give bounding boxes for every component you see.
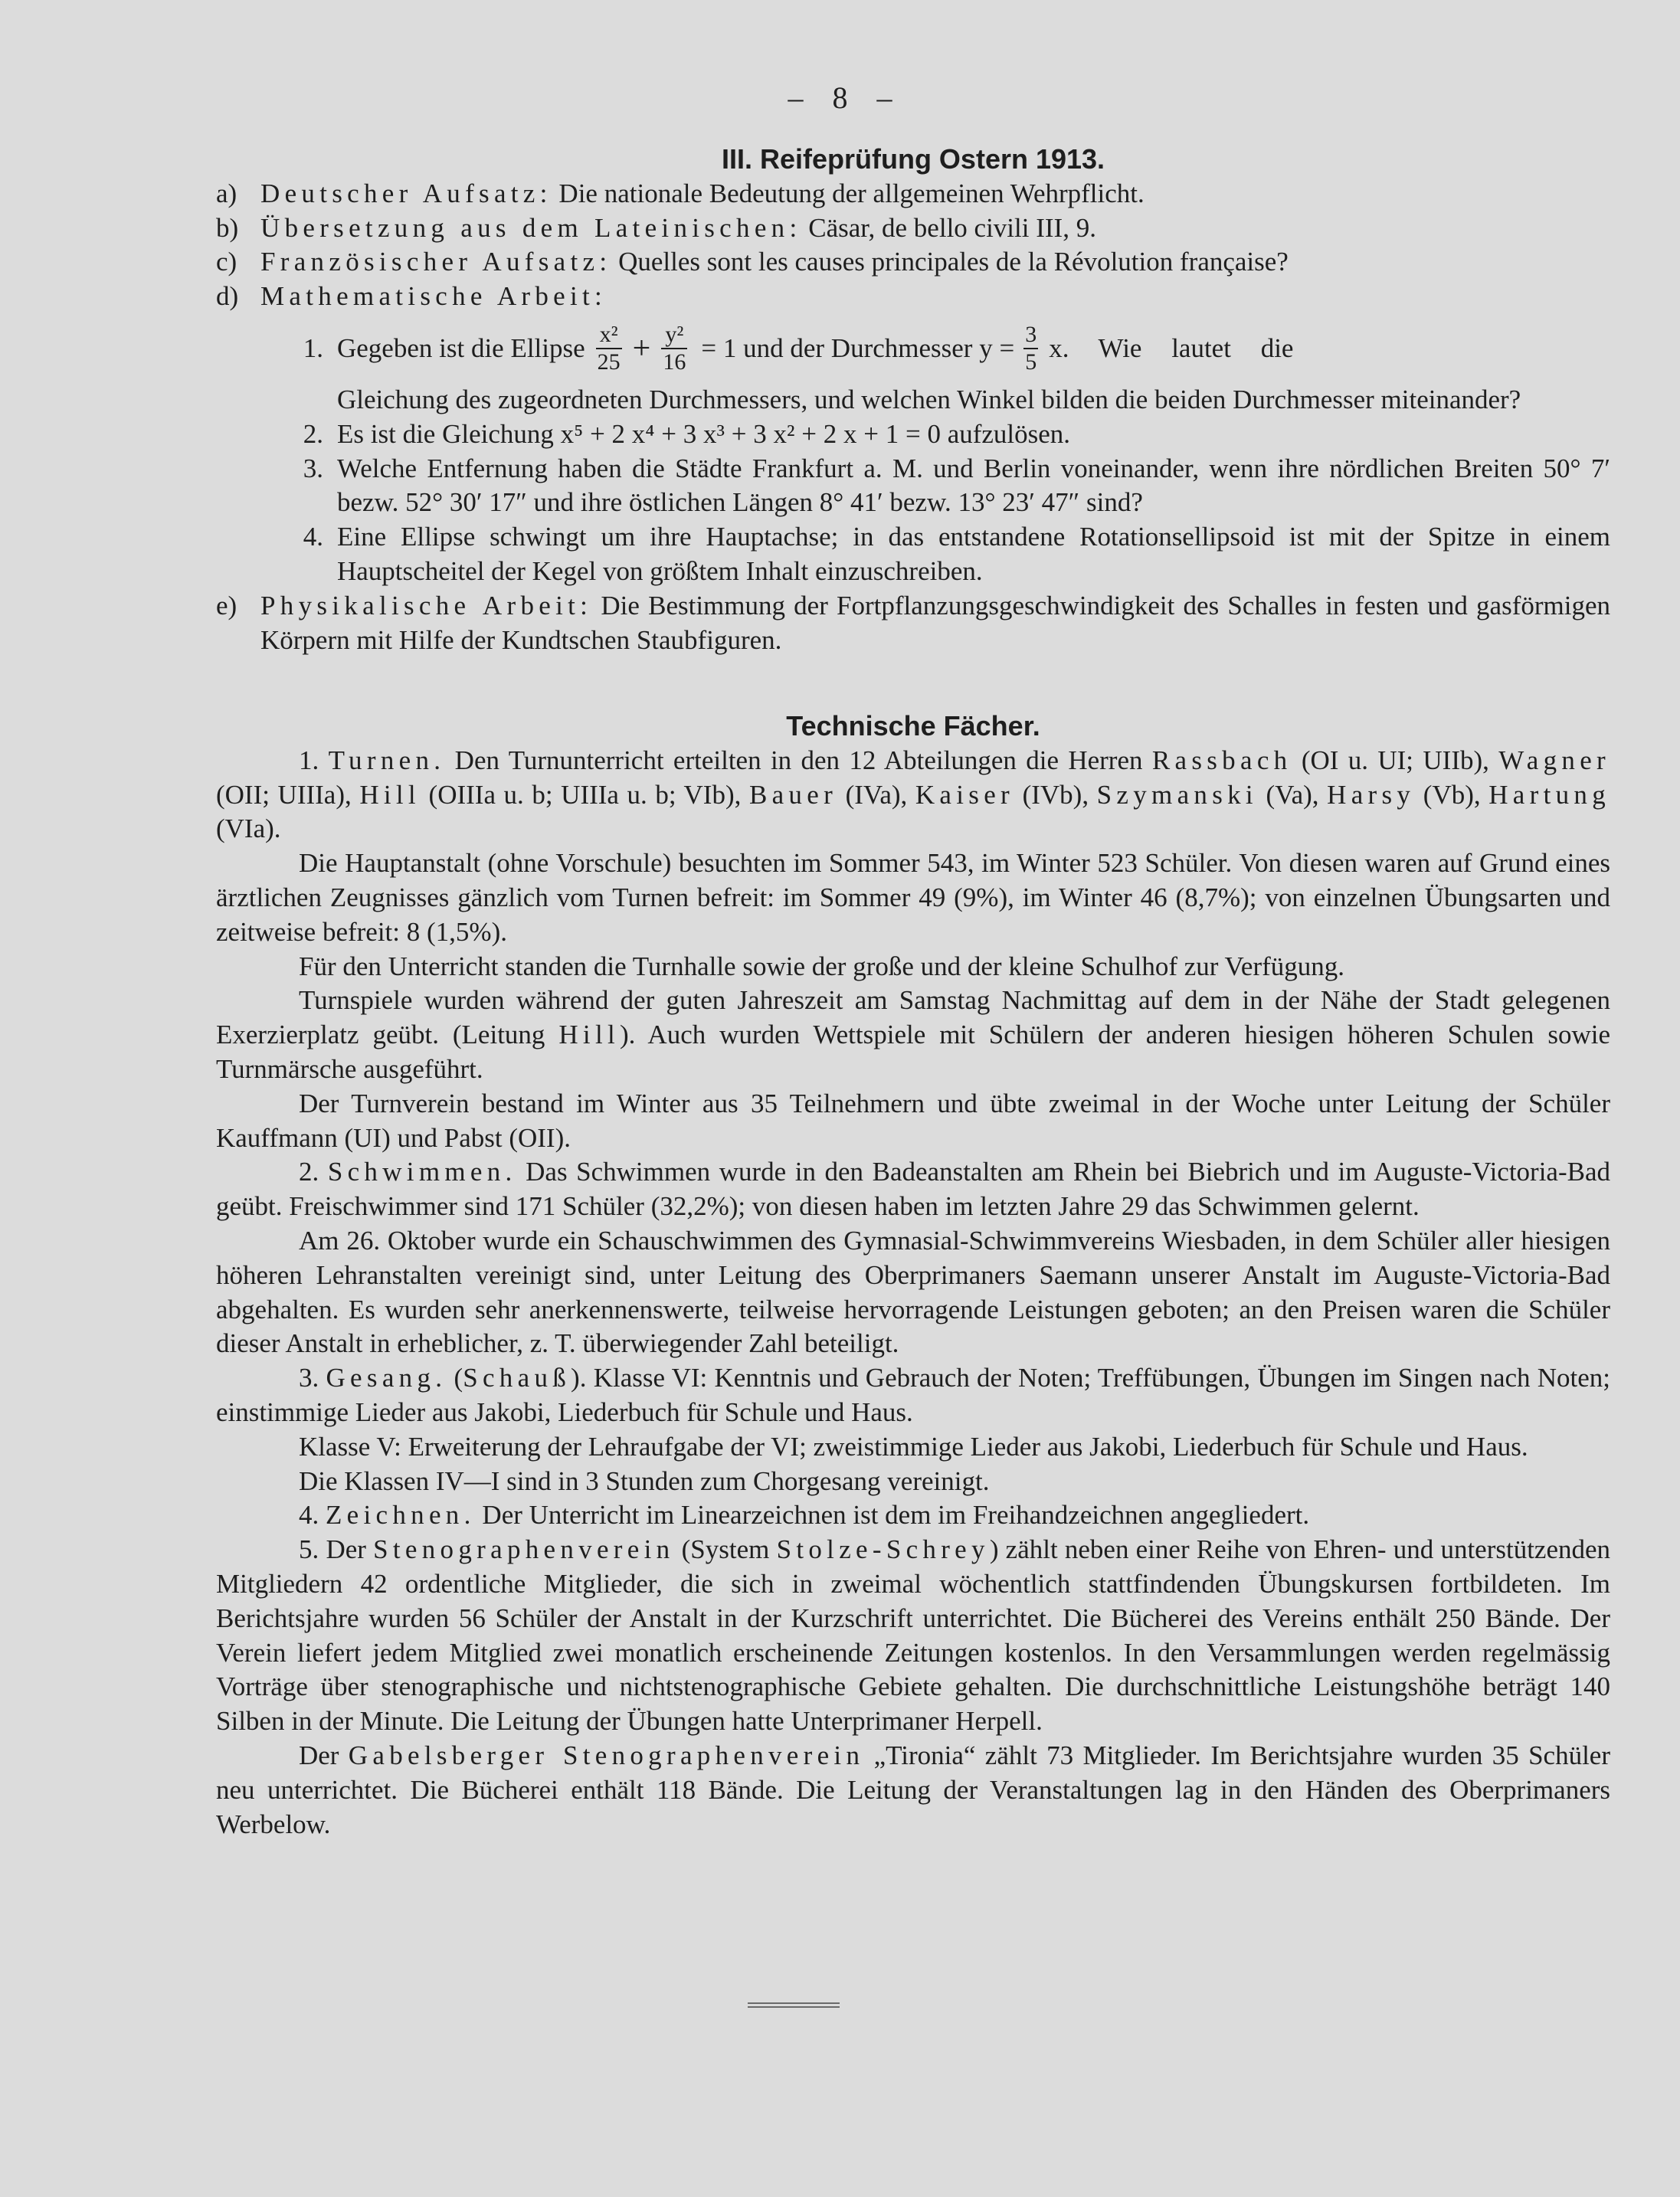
fraction-y2-16: $\frac{\text{y²}}{16}$: [663, 321, 686, 375]
fraction-x2-25: $\frac{\text{x²}}{25}$: [597, 321, 621, 375]
math-task-1-equation: 1. Gegeben ist die Ellipse $\frac{\text{x²}}{25}$ + $\frac{\text{y²}}{16}$ = 1 und der Durchmesser y = $\frac{3}{5}$ x. Wie lautet die: [303, 321, 1294, 375]
exam-title-franzoesisch: Französischer Aufsatz:: [260, 247, 612, 277]
section-heading-reifepruefung: III. Reifeprüfung Ostern 1913.: [721, 143, 1105, 175]
exam-title-latein: Übersetzung aus dem Lateinischen:: [260, 212, 802, 243]
paragraph-turnspiele: Turnspiele wurden während der guten Jahreszeit am Samstag Nachmittag auf dem in der Nähe der Stadt gelegenen Exerzierplatz geübt. (Leitung Hill). Auch wurden Wettspiele mit Schülern der anderen hiesigen höheren Schulen sowie Turnmärsche ausgeführt.: [216, 985, 1611, 1084]
paragraph-gesang: 3. Gesang. (Schauß). Klasse VI: Kenntnis und Gebrauch der Noten; Treffübungen, Übungen im Singen nach Noten; einstimmige Lieder aus Jakobi, Liederbuch für Schule und Haus.: [216, 1363, 1611, 1427]
paragraph-chorgesang: Die Klassen IV—I sind in 3 Stunden zum Chorgesang vereinigt.: [299, 1465, 990, 1496]
exam-item-physik: e) Physikalische Arbeit: Die Bestimmung der Fortpflanzungsgeschwindigkeit des Schalles in festen und gasförmigen Körpern mit Hilfe der Kundtschen Staubfiguren.: [216, 590, 1611, 655]
closing-double-rule: [748, 2002, 840, 2008]
math-tasks: [216, 314, 1610, 589]
exam-item-mathematik: d) Mathematische Arbeit:: [216, 281, 607, 312]
exam-item-franzoesisch: c) Französischer Aufsatz: Quelles sont les causes principales de la Révolution française?: [216, 247, 1289, 277]
section-technische-faecher: [216, 709, 1610, 1842]
math-task-2: 2. Es ist die Gleichung x⁵ + 2 x⁴ + 3 x³ + 3 x² + 2 x + 1 = 0 aufzulösen.: [303, 418, 1071, 449]
paragraph-schauschwimmen: Am 26. Oktober wurde ein Schauschwimmen des Gymnasial-Schwimmvereins Wiesbaden, in dem Schüler aller hiesigen höheren Lehranstalten vereinigt sind, unter Leitung des Oberprimaners Saemann unserer Anstalt im Auguste-Victoria-Bad abgehalten. Es wurden sehr anerkennenswerte, teilweise hervorragende Leistungen geboten; an den Preisen waren die Schüler dieser Anstalt in erheblicher, z. T. überwiegender Zahl beteiligt.: [216, 1225, 1610, 1359]
section-reifepruefung: [216, 142, 1610, 657]
page-number: – 8 –: [788, 80, 892, 115]
paragraph-schwimmen: 2. Schwimmen. Das Schwimmen wurde in den Badeanstalten am Rhein bei Biebrich und im Auguste-Victoria-Bad geübt. Freischwimmer sind 171 Schüler (32,2%); von diesen haben im letzten Jahre 29 das Schwimmen gelernt.: [216, 1157, 1611, 1222]
exam-title-mathematik: Mathematische Arbeit:: [260, 281, 607, 312]
paragraph-turnen: 1. Turnen. Den Turnunterricht erteilten in den 12 Abteilungen die Herren Rassbach (OI u. UI; UIIb), Wagner (OII; UIIIa), Hill (OIIIa u. b; UIIIa u. b; VIb), Bauer (IVa), Kaiser (IVb), Szymanski (Va), Harsy (Vb), Hartung (VIa).: [216, 745, 1611, 844]
paragraph-turnhalle: Für den Unterricht standen die Turnhalle sowie der große und der kleine Schulhof zur Verfügung.: [299, 951, 1345, 981]
paragraph-hauptanstalt: Die Hauptanstalt (ohne Vorschule) besuchten im Sommer 543, im Winter 523 Schüler. Von diesen waren auf Grund eines ärztlichen Zeugnisses gänzlich vom Turnen befreit: im Sommer 49 (9%), im Winter 46 (8,7%); von einzelnen Übungsarten und zeitweise befreit: 8 (1,5%).: [216, 848, 1610, 947]
exam-item-deutsch: a) Deutscher Aufsatz: Die nationale Bedeutung der allgemeinen Wehrpflicht.: [216, 178, 1145, 208]
exam-title-deutsch: Deutscher Aufsatz:: [260, 178, 552, 208]
paragraph-turnverein: Der Turnverein bestand im Winter aus 35 Teilnehmern und übte zweimal in der Woche unter Leitung der Schüler Kauffmann (UI) und Pabst (OII).: [216, 1088, 1610, 1153]
paragraph-klasse-v: Klasse V: Erweiterung der Lehraufgabe der VI; zweistimmige Lieder aus Jakobi, Liederbuch für Schule und Haus.: [299, 1431, 1528, 1462]
math-task-4: 4. Eine Ellipse schwingt um ihre Hauptachse; in das entstandene Rotationsellipsoid ist mit der Spitze in einem Hauptscheitel der Kegel von größtem Inhalt einzuschreiben.: [303, 522, 1610, 586]
exam-title-physik: Physikalische Arbeit:: [260, 590, 593, 620]
math-task-3: 3. Welche Entfernung haben die Städte Frankfurt a. M. und Berlin voneinander, wenn ihre nördlichen Breiten 50° 7′ bezw. 52° 30′ 17″ und ihre östlichen Längen 8° 41′ bezw. 13° 23′ 47″ sind?: [303, 453, 1610, 518]
paragraph-zeichnen: 4. Zeichnen. Der Unterricht im Linearzeichnen ist dem im Freihandzeichnen angegliedert.: [299, 1500, 1310, 1531]
fraction-3-5: $\frac{3}{5}$: [1025, 321, 1037, 375]
exam-item-latein: b) Übersetzung aus dem Lateinischen: Cäsar, de bello civili III, 9.: [216, 212, 1096, 243]
math-task-1-cont: Gleichung des zugeordneten Durchmessers, und welchen Winkel bilden die beiden Durchmesser miteinander?: [337, 384, 1521, 414]
section-heading-technische-faecher: Technische Fächer.: [786, 710, 1040, 742]
paragraph-stenographenverein: 5. Der Stenographenverein (System Stolze-Schrey) zählt neben einer Reihe von Ehren- und unterstützenden Mitgliedern 42 ordentliche Mitglieder, die sich in zweimal wöchentlich stattfindenden Übungskursen fortbildeten. Im Berichtsjahre wurden 56 Schüler der Anstalt in der Kurzschrift unterrichtet. Die Bücherei des Vereins enthält 250 Bände. Der Verein liefert jedem Mitglied zwei monatlich erscheinende Zeitungen kostenlos. In den Versammlungen werden regelmässig Vorträge über stenographische und nichtstenographische Gebiete gehalten. Die durchschnittliche Leistungshöhe beträgt 140 Silben in der Minute. Die Leitung der Übungen hatte Unterprimaner Herpell.: [216, 1534, 1611, 1737]
paragraph-gabelsberger: Der Gabelsberger Stenographenverein „Tironia“ zählt 73 Mitglieder. Im Berichtsjahre wurden 35 Schüler neu unterrichtet. Die Bücherei enthält 118 Bände. Die Leitung der Veranstaltungen lag in den Händen des Oberprimaners Werbelow.: [216, 1740, 1610, 1839]
